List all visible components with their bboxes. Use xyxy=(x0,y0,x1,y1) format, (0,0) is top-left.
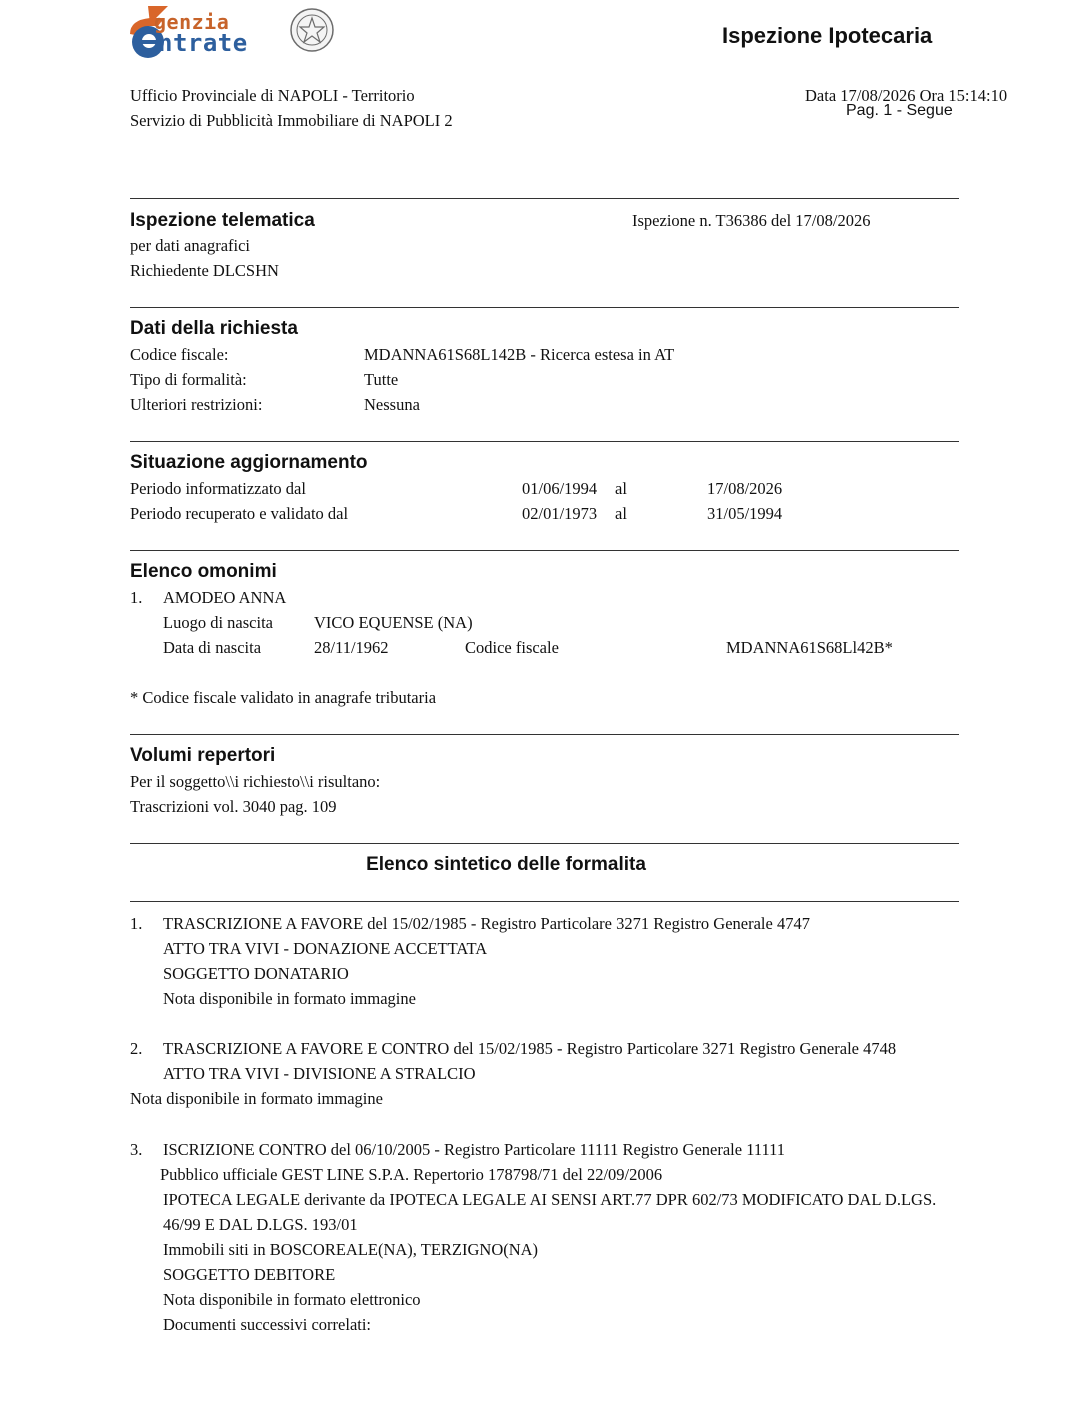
office-line-1: Ufficio Provinciale di NAPOLI - Territorio xyxy=(130,86,415,105)
date-time: Data 17/08/2026 Ora 15:14:10 xyxy=(805,86,1008,105)
formalita-line: IPOTECA LEGALE derivante da IPOTECA LEGALE AI SENSI ART.77 DPR 602/73 MODIFICATO DAL D.LGS. xyxy=(163,1190,937,1209)
periodo-al: al xyxy=(615,504,627,523)
ispezione-line-1: per dati anagrafici xyxy=(130,236,251,255)
formalita-line: ATTO TRA VIVI - DIVISIONE A STRALCIO xyxy=(163,1064,476,1083)
formalita-number: 2. xyxy=(130,1039,143,1058)
richiesta-value: Nessuna xyxy=(364,395,420,414)
omonimo-name: AMODEO ANNA xyxy=(163,588,287,607)
formalita-number: 3. xyxy=(130,1140,143,1159)
data-nascita-label: Data di nascita xyxy=(163,638,262,657)
formalita-head: ISCRIZIONE CONTRO del 06/10/2005 - Registro Particolare 11111 Registro Generale 11111 xyxy=(163,1140,785,1159)
formalita-head: TRASCRIZIONE A FAVORE del 15/02/1985 - Registro Particolare 3271 Registro Generale 4747 xyxy=(163,914,810,933)
data-nascita-value: 28/11/1962 xyxy=(314,638,389,657)
divider xyxy=(130,734,959,735)
periodo-label: Periodo informatizzato dal xyxy=(130,479,306,498)
richiesta-label: Tipo di formalità: xyxy=(130,370,247,389)
periodo-from: 01/06/1994 xyxy=(522,479,598,498)
sintetico-heading: Elenco sintetico delle formalita xyxy=(366,854,646,875)
periodo-to: 31/05/1994 xyxy=(707,504,783,523)
richiedente: Richiedente DLCSHN xyxy=(130,261,279,280)
logo-text-bottom: ntrate xyxy=(158,29,248,57)
cf-label: Codice fiscale xyxy=(465,638,559,657)
periodo-to: 17/08/2026 xyxy=(707,479,783,498)
divider xyxy=(130,843,959,844)
formalita-line: Immobili siti in BOSCOREALE(NA), TERZIGNO(NA) xyxy=(163,1240,539,1259)
formalita-line: Documenti successivi correlati: xyxy=(163,1315,372,1334)
formalita-line: Nota disponibile in formato immagine xyxy=(130,1089,383,1108)
formalita-line: 46/99 E DAL D.LGS. 193/01 xyxy=(163,1215,358,1234)
divider xyxy=(130,441,959,442)
formalita-line: Nota disponibile in formato elettronico xyxy=(163,1290,421,1309)
luogo-label: Luogo di nascita xyxy=(163,613,273,632)
richiesta-value: MDANNA61S68L142B - Ricerca estesa in AT xyxy=(364,345,675,364)
ispezione-heading: Ispezione telematica xyxy=(130,210,315,231)
page-indicator: Pag. 1 - Segue xyxy=(846,102,953,119)
formalita-line: Nota disponibile in formato immagine xyxy=(163,989,416,1008)
divider xyxy=(130,307,959,308)
richiesta-heading: Dati della richiesta xyxy=(130,318,298,339)
richiesta-label: Ulteriori restrizioni: xyxy=(130,395,263,414)
ispezione-number: Ispezione n. T36386 del 17/08/2026 xyxy=(632,211,871,230)
agenzia-entrate-logo xyxy=(128,4,338,60)
formalita-line: SOGGETTO DONATARIO xyxy=(163,964,349,983)
richiesta-label: Codice fiscale: xyxy=(130,345,229,364)
divider xyxy=(130,901,959,902)
formalita-number: 1. xyxy=(130,914,143,933)
periodo-al: al xyxy=(615,479,627,498)
document-title: Ispezione Ipotecaria xyxy=(722,23,933,48)
omonimi-heading: Elenco omonimi xyxy=(130,561,277,582)
volumi-line-2: Trascrizioni vol. 3040 pag. 109 xyxy=(130,797,337,816)
volumi-line-1: Per il soggetto\\i richiesto\\i risultano: xyxy=(130,772,381,791)
formalita-head: TRASCRIZIONE A FAVORE E CONTRO del 15/02/1985 - Registro Particolare 3271 Registro Generale 4748 xyxy=(163,1039,897,1058)
cf-footnote: * Codice fiscale validato in anagrafe tributaria xyxy=(130,688,437,707)
formalita-line: SOGGETTO DEBITORE xyxy=(163,1265,336,1284)
periodo-from: 02/01/1973 xyxy=(522,504,598,523)
periodo-label: Periodo recuperato e validato dal xyxy=(130,504,349,523)
divider xyxy=(130,198,959,199)
divider xyxy=(130,550,959,551)
omonimo-number: 1. xyxy=(130,588,143,607)
luogo-value: VICO EQUENSE (NA) xyxy=(314,613,473,632)
office-line-2: Servizio di Pubblicità Immobiliare di NAPOLI 2 xyxy=(130,111,453,130)
richiesta-value: Tutte xyxy=(364,370,399,389)
formalita-line: ATTO TRA VIVI - DONAZIONE ACCETTATA xyxy=(163,939,488,958)
aggiornamento-heading: Situazione aggiornamento xyxy=(130,452,368,473)
cf-value: MDANNA61S68Ll42B* xyxy=(726,638,893,657)
pubblico-ufficiale: Pubblico ufficiale GEST LINE S.P.A. Repertorio 178798/71 del 22/09/2006 xyxy=(160,1165,663,1184)
volumi-heading: Volumi repertori xyxy=(130,745,276,766)
logo-text-top: genzia xyxy=(154,10,230,34)
